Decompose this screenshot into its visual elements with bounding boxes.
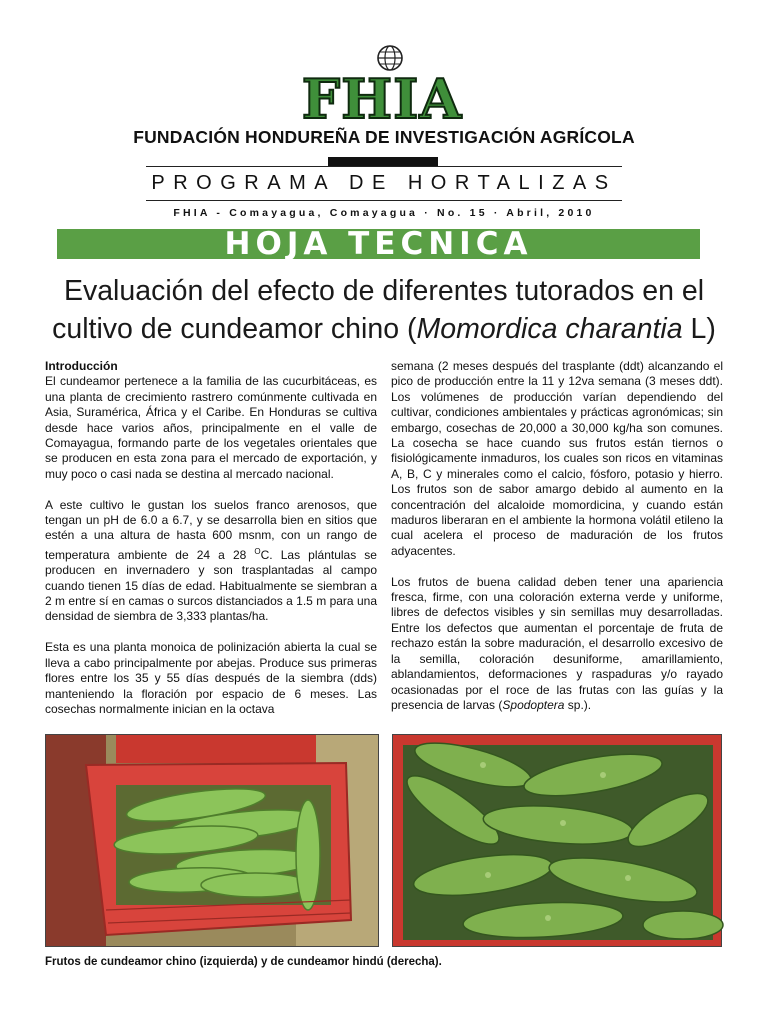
degree-superscript: O	[254, 546, 261, 556]
technical-sheet-banner: HOJA TECNICA	[57, 229, 700, 259]
right-column	[391, 359, 723, 729]
globe-logo-icon	[301, 44, 463, 131]
paragraph: Los frutos de buena calidad deben tener una apariencia fresca, firme, con una coloración externa verde y uniforme, libres de defectos visibles y sin semillas muy desarrolladas. Entre los defectos que aumentan el porcentaje de fruta de rechazo están la sobre maduración, el desarrollo excesivo de la semilla, coloración desuniforme, amarillamiento, ablandamientos, deformaciones y raspaduras y/o rayado ocasionadas por el roce de las frutas con las guías y la presencia de larvas (Spodoptera sp.).	[391, 574, 723, 712]
header-rule-bottom	[146, 200, 622, 201]
program-name: PROGRAMA DE HORTALIZAS	[151, 172, 617, 194]
paragraph: Esta es una planta monoica de polinización abierta la cual se lleva a cabo principalmente por abejas. Produce sus primeras flores entre los 35 y 55 días después de la siembra (dds) manteniendo la floración por espacio de 6 meses. Las cosechas normalmente inician en la octava	[45, 640, 377, 716]
paragraph: A este cultivo le gustan los suelos franco arenosos, que tengan un pH de 6.0 a 6.7, y se desarrolla bien en sitios que estén a una altura de hasta 600 msnm, con un rango de temperatura ambiente de 24 a 28 $^O$C. Las plántulas se producen en invernadero y son trasplantadas al campo cuando tienen 15 días de edad. Habitualmente se siembran a 2 m entre sí en camas o surcos distanciados a 1.5 m para una densidad de siembra de 3,333 plantas/ha.	[45, 497, 377, 624]
photo-chinese-bitter-melon	[45, 734, 379, 947]
svg-text:FHIA: FHIA	[301, 67, 463, 131]
header-rule-top	[146, 166, 622, 167]
paragraph: El cundeamor pertenece a la familia de las cucurbitáceas, es una planta de crecimiento rastrero comúnmente cultivada en Asia, Suramérica, África y el Caribe. En Honduras se cultiva desde hace varios años, principalmente en el valle de Comayagua, formando parte de los vegetales orientales que se producen en esta zona para el mercado de exportación, y muy poco o casi nada se destina al mercado nacional.	[45, 374, 377, 481]
photo-caption: Frutos de cundeamor chino (izquierda) y de cundeamor hindú (derecha).	[45, 956, 442, 968]
title-line-2: cultivo de cundeamor chino (	[52, 313, 417, 345]
article-title	[30, 272, 738, 348]
left-column	[45, 359, 377, 733]
title-line-1: Evaluación del efecto de diferentes tutorados en el	[63, 275, 705, 307]
species-name: Momordica charantia	[416, 313, 683, 345]
edition-line: FHIA - Comayagua, Comayagua · No. 15 · Abril, 2010	[173, 207, 595, 219]
introduction-heading: Introducción	[45, 359, 118, 373]
photo-indian-bitter-melon	[392, 734, 722, 947]
fhia-logo	[301, 44, 463, 131]
title-line-2-end: L)	[682, 313, 716, 345]
larva-species: Spodoptera	[502, 697, 565, 712]
paragraph: semana (2 meses después del trasplante (ddt) alcanzando el pico de producción entre la 11 y 12va semana (3 meses ddt). Los volúmenes de producción varían dependiendo del cultivar, condiciones ambientales y prácticas agronómicas; sin embargo, cosechas de 20,000 a 30,000 kg/ha son comunes. La cosecha se hace cuando sus frutos están tiernos o fisiológicamente inmaduros, los cuales son ricos en vitaminas A, B, C y minerales como el calcio, fósforo, potasio y hierro. Los frutos son de sabor amargo debido al aumento en la concentración del alcaloide momordicina, y cuando están maduros liberaran en el ambiente la hormona volátil etileno la cual acelera el proceso de maduración de los frutos adyacentes.	[391, 359, 723, 558]
organization-name: FUNDACIÓN HONDUREÑA DE INVESTIGACIÓN AGRÍCOLA	[133, 127, 635, 147]
header-thick-rule	[328, 157, 438, 166]
